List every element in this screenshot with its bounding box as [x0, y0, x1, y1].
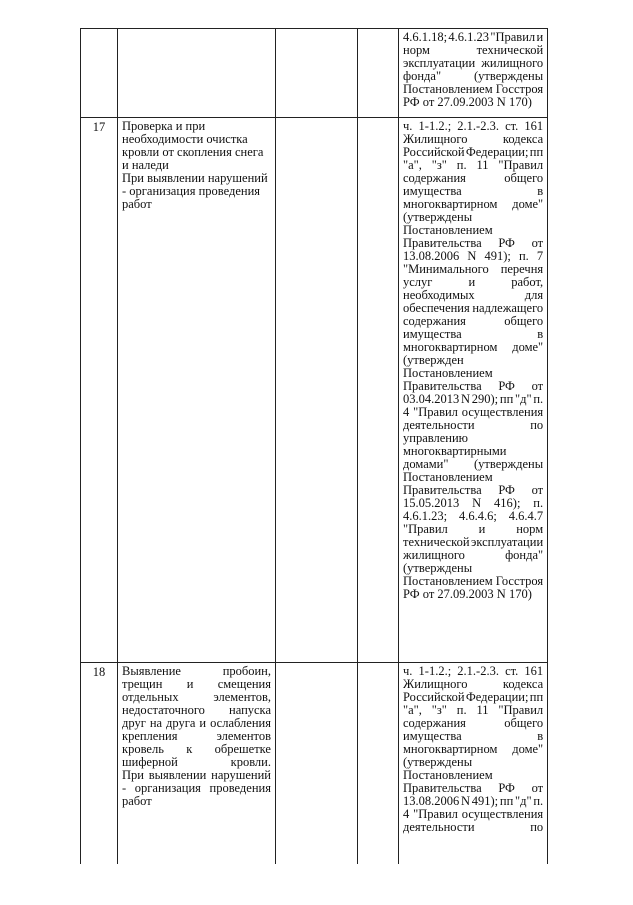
legal-basis-line: Постановлением: [403, 366, 493, 380]
legal-basis-line: необходимых для: [403, 288, 544, 302]
legal-basis: [399, 118, 548, 663]
legal-basis-line: многоквартирном доме": [403, 742, 544, 756]
legal-basis-line: технической эксплуатации: [403, 535, 544, 549]
legal-basis-line: многоквартирном доме": [403, 340, 544, 354]
empty-cell: [358, 118, 399, 663]
work-description-line: - организация проведения: [122, 184, 261, 198]
legal-basis-line: (утверждены: [403, 561, 473, 575]
row-number: [81, 29, 118, 118]
legal-basis-line: РФ от 27.09.2003 N 170): [403, 95, 532, 109]
legal-basis-line: "а", "з" п. 11 "Правил: [403, 158, 544, 172]
legal-basis-line: 4.6.1.18; 4.6.1.23 "Правил и: [403, 30, 544, 44]
legal-basis-line: имущества в: [403, 327, 544, 341]
work-description-line: При выявлении нарушений: [122, 768, 271, 782]
work-description-line: друг на друга и ослабления: [122, 716, 271, 730]
legal-basis-line: "Минимального перечня: [403, 262, 544, 276]
legal-basis-line: ч. 1-1.2.; 2.1.-2.3. ст. 161: [403, 664, 544, 678]
legal-basis-line: Правительства РФ от: [403, 236, 544, 250]
legal-basis-line: Российской Федерации; пп: [403, 145, 544, 159]
work-description-line: При выявлении нарушений: [122, 171, 268, 185]
work-description: [118, 663, 276, 865]
legal-basis-line: деятельности по: [403, 418, 544, 432]
legal-basis-line: 03.04.2013 N 290); пп "д" п.: [403, 392, 544, 406]
legal-basis-line: жилищного фонда": [403, 548, 544, 562]
legal-basis-line: домами" (утверждены: [403, 457, 544, 471]
work-description-line: Выявление пробоин,: [122, 664, 271, 678]
legal-basis-line: Постановлением: [403, 768, 493, 782]
legal-basis-line: многоквартирными: [403, 444, 507, 458]
legal-basis-line: эксплуатации жилищного: [403, 56, 544, 70]
work-description-line: кровли от скопления снега: [122, 145, 264, 159]
empty-cell: [358, 29, 399, 118]
legal-basis-line: обеспечения надлежащего: [403, 301, 544, 315]
legal-basis-line: 15.05.2013 N 416); п.: [403, 496, 544, 510]
work-description-line: работ: [122, 197, 152, 211]
legal-basis-line: норм технической: [403, 43, 544, 57]
legal-basis-line: фонда" (утверждены: [403, 69, 544, 83]
empty-cell: [276, 663, 358, 865]
legal-basis-line: Жилищного кодекса: [403, 132, 544, 146]
legal-basis-line: "а", "з" п. 11 "Правил: [403, 703, 544, 717]
table-row: [81, 118, 548, 663]
work-description-line: кровель к обрешетке: [122, 742, 271, 756]
work-description: [118, 118, 276, 663]
legal-basis-line: РФ от 27.09.2003 N 170): [403, 587, 532, 601]
legal-basis-line: имущества в: [403, 729, 544, 743]
legal-basis-line: (утверждены: [403, 755, 473, 769]
legal-basis-line: Правительства РФ от: [403, 781, 544, 795]
legal-basis: [399, 29, 548, 118]
legal-basis-line: 4 "Правил осуществления: [403, 807, 544, 821]
legal-basis-line: 4 "Правил осуществления: [403, 405, 544, 419]
regulation-table: [80, 28, 548, 864]
work-description-line: трещин и смещения: [122, 677, 271, 691]
legal-basis-line: Постановлением Госстроя: [403, 82, 544, 96]
legal-basis-line: (утверждены: [403, 210, 473, 224]
legal-basis-line: 13.08.2006 N 491); п. 7: [403, 249, 544, 263]
work-description-line: необходимости очистка: [122, 132, 248, 146]
legal-basis-line: содержания общего: [403, 314, 544, 328]
legal-basis-line: содержания общего: [403, 716, 544, 730]
legal-basis-line: Постановлением: [403, 470, 493, 484]
legal-basis-line: ч. 1-1.2.; 2.1.-2.3. ст. 161: [403, 119, 544, 133]
legal-basis-line: управлению: [403, 431, 468, 445]
legal-basis-line: Постановлением: [403, 223, 493, 237]
work-description-line: отдельных элементов,: [122, 690, 271, 704]
legal-basis-line: Правительства РФ от: [403, 379, 544, 393]
work-description: [118, 29, 276, 118]
work-description-line: - организация проведения: [122, 781, 271, 795]
legal-basis-line: (утвержден: [403, 353, 464, 367]
work-description-line: шиферной кровли.: [122, 755, 271, 769]
work-description-line: крепления элементов: [122, 729, 271, 743]
legal-basis-line: "Правил и норм: [403, 522, 544, 536]
legal-basis-line: деятельности по: [403, 820, 544, 834]
table-row: [81, 663, 548, 865]
empty-cell: [358, 663, 399, 865]
legal-basis-line: Постановлением Госстроя: [403, 574, 544, 588]
legal-basis-line: 4.6.1.23; 4.6.4.6; 4.6.4.7: [403, 509, 544, 523]
work-description-line: и наледи: [122, 158, 169, 172]
row-number: 17: [81, 118, 118, 663]
legal-basis-line: многоквартирном доме": [403, 197, 544, 211]
empty-cell: [276, 118, 358, 663]
work-description-line: недостаточного напуска: [122, 703, 271, 717]
legal-basis-line: 13.08.2006 N 491); пп "д" п.: [403, 794, 544, 808]
legal-basis-line: услуг и работ,: [403, 275, 544, 289]
legal-basis-line: Правительства РФ от: [403, 483, 544, 497]
work-description-line: работ: [122, 794, 152, 808]
row-number: 18: [81, 663, 118, 865]
legal-basis-line: Жилищного кодекса: [403, 677, 544, 691]
table-row: [81, 29, 548, 118]
legal-basis-line: Российской Федерации; пп: [403, 690, 544, 704]
work-description-line: Проверка и при: [122, 119, 206, 133]
legal-basis-line: содержания общего: [403, 171, 544, 185]
legal-basis: [399, 663, 548, 865]
legal-basis-line: имущества в: [403, 184, 544, 198]
empty-cell: [276, 29, 358, 118]
